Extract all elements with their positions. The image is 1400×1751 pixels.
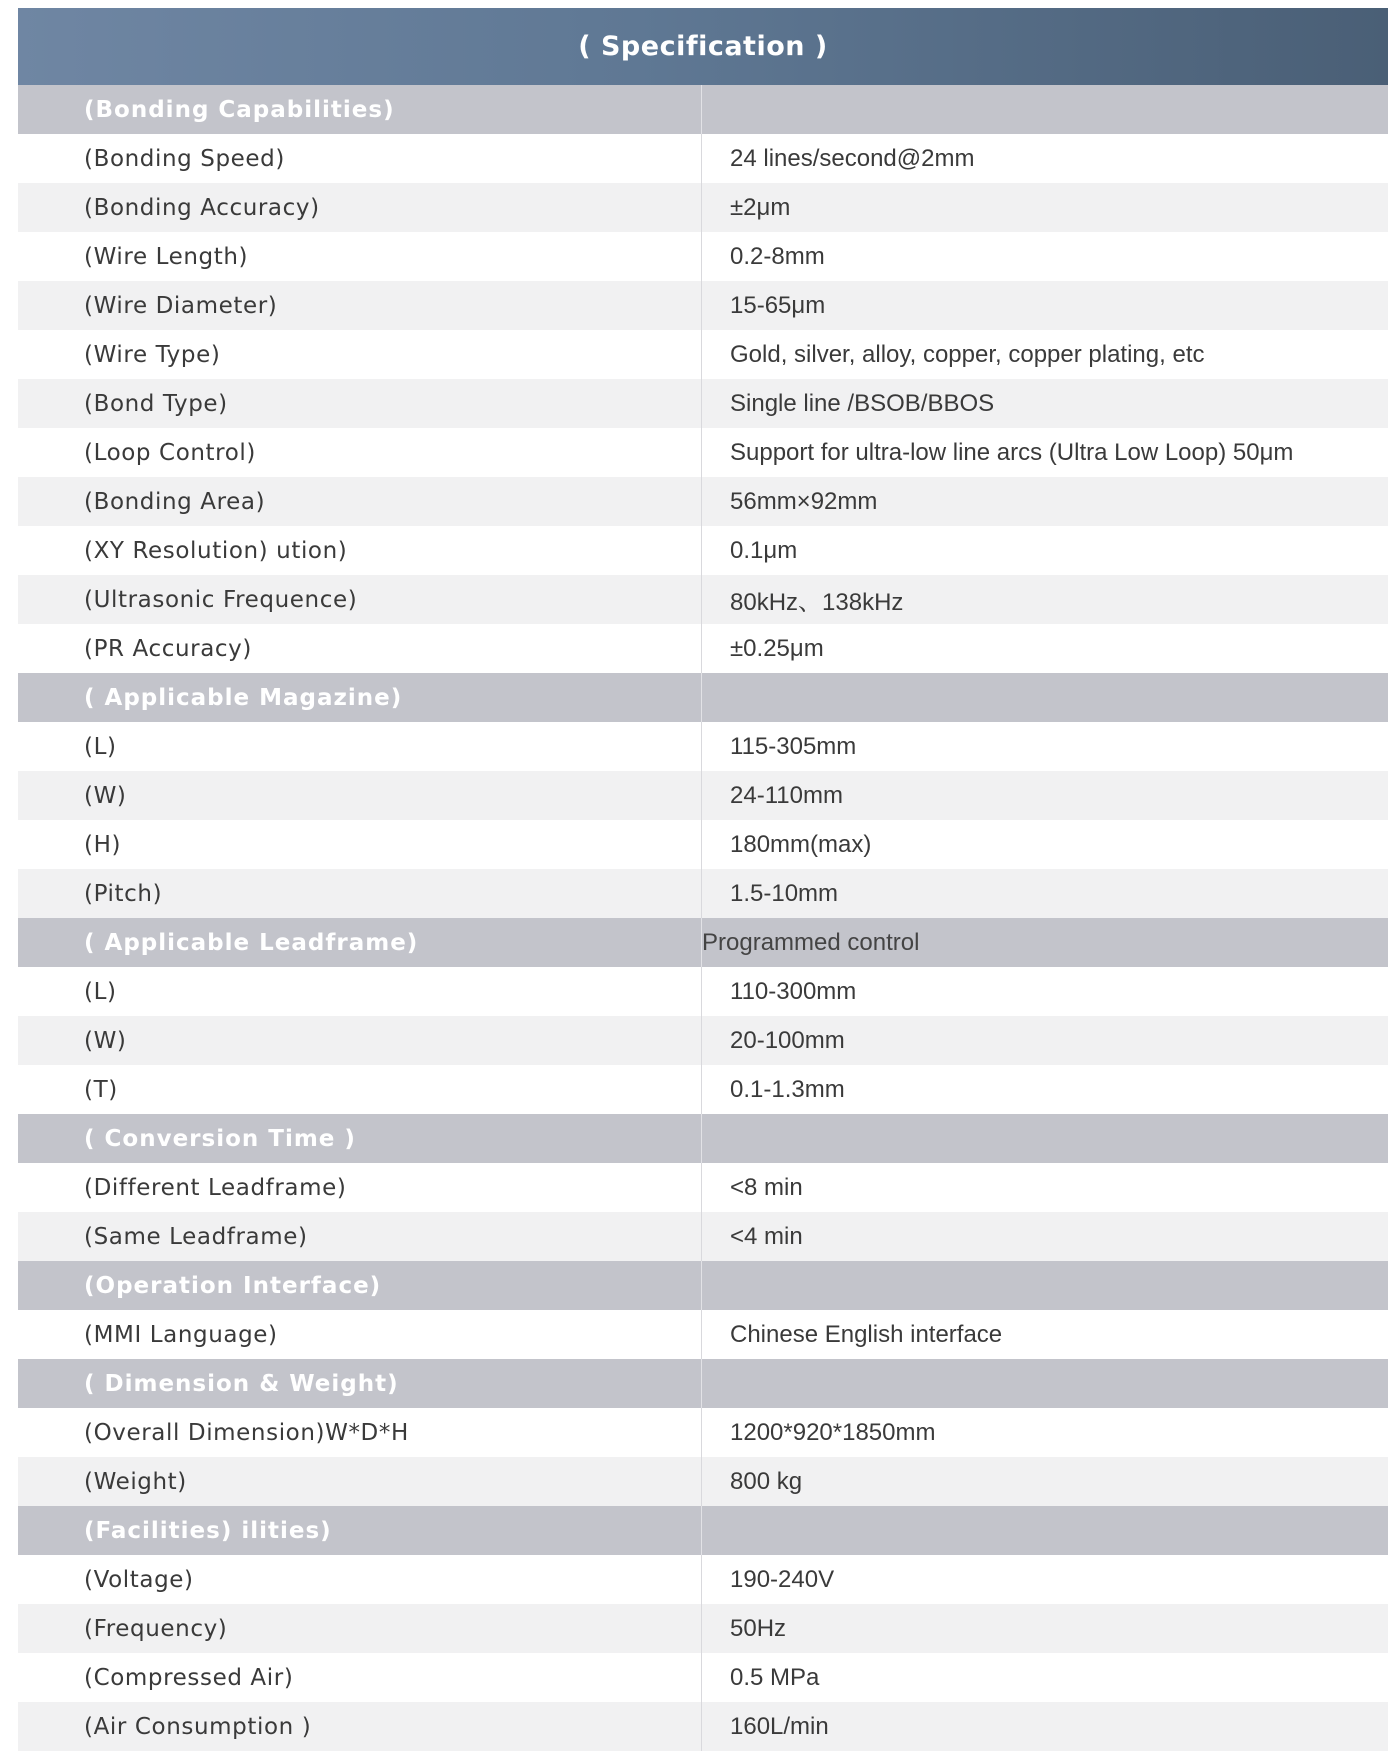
spec-row <box>18 1653 1388 1702</box>
section-header-row <box>18 85 1388 134</box>
spec-row <box>18 1016 1388 1065</box>
spec-value: Chinese English interface <box>730 1320 1003 1348</box>
spec-label: (W) <box>18 1016 702 1065</box>
spec-label: (T) <box>18 1065 702 1114</box>
spec-value: Support for ultra-low line arcs (Ultra Low Loop) 50μm <box>730 438 1294 466</box>
spec-row <box>18 1457 1388 1506</box>
spec-row <box>18 967 1388 1016</box>
spec-value: 0.1μm <box>730 536 798 564</box>
spec-value: 24 lines/second@2mm <box>730 144 975 172</box>
spec-label: (Different Leadframe) <box>18 1163 702 1212</box>
specification-title: ( Specification ) <box>18 8 1388 85</box>
spec-value: 24-110mm <box>730 781 843 809</box>
spec-row <box>18 1065 1388 1114</box>
spec-value: <8 min <box>730 1173 803 1201</box>
spec-row <box>18 330 1388 379</box>
spec-label: (Ultrasonic Frequence) <box>18 575 702 624</box>
spec-label: (L) <box>18 722 702 771</box>
spec-label: (Loop Control) <box>18 428 702 477</box>
spec-label: (Pitch) <box>18 869 702 918</box>
spec-row <box>18 428 1388 477</box>
spec-label: (H) <box>18 820 702 869</box>
spec-label: (Bonding Accuracy) <box>18 183 702 232</box>
section-header-row <box>18 1114 1388 1163</box>
spec-value: <4 min <box>730 1222 803 1250</box>
spec-value: 190-240V <box>730 1565 835 1593</box>
spec-row <box>18 379 1388 428</box>
section-header-value <box>702 1261 1388 1310</box>
section-header-value <box>702 85 1388 134</box>
section-header-value <box>702 1506 1388 1555</box>
spec-value: 160L/min <box>730 1712 829 1740</box>
spec-value: 110-300mm <box>730 977 857 1005</box>
section-header-value <box>702 1359 1388 1408</box>
spec-label: (L) <box>18 967 702 1016</box>
spec-value: 15-65μm <box>730 291 826 319</box>
spec-label: (Bonding Area) <box>18 477 702 526</box>
section-header-row <box>18 1506 1388 1555</box>
spec-label: (Wire Diameter) <box>18 281 702 330</box>
spec-label: (Air Consumption ) <box>18 1702 702 1751</box>
spec-value: 20-100mm <box>730 1026 845 1054</box>
spec-label: (Overall Dimension)W*D*H <box>18 1408 702 1457</box>
spec-value: ±2μm <box>730 193 791 221</box>
specification-rows <box>18 85 1388 1751</box>
section-header-label: (Bonding Capabilities) <box>18 85 702 134</box>
spec-row <box>18 1163 1388 1212</box>
spec-row <box>18 1310 1388 1359</box>
spec-label: (Wire Length) <box>18 232 702 281</box>
spec-label: (Weight) <box>18 1457 702 1506</box>
spec-label: (XY Resolution) ution) <box>18 526 702 575</box>
section-header-row <box>18 673 1388 722</box>
spec-row <box>18 1212 1388 1261</box>
spec-row <box>18 575 1388 624</box>
section-header-label: (Operation Interface) <box>18 1261 702 1310</box>
spec-row <box>18 134 1388 183</box>
spec-row <box>18 820 1388 869</box>
spec-row <box>18 624 1388 673</box>
section-header-value <box>702 1114 1388 1163</box>
section-header-label: (Facilities) ilities) <box>18 1506 702 1555</box>
section-header-row <box>18 1261 1388 1310</box>
section-header-label: ( Dimension & Weight) <box>18 1359 702 1408</box>
section-header-label: ( Conversion Time ) <box>18 1114 702 1163</box>
spec-value: 50Hz <box>730 1614 787 1642</box>
spec-row <box>18 869 1388 918</box>
specification-table <box>18 8 1388 1751</box>
section-header-row <box>18 1359 1388 1408</box>
spec-row <box>18 1604 1388 1653</box>
spec-label: (Wire Type) <box>18 330 702 379</box>
spec-row <box>18 1408 1388 1457</box>
spec-value: ±0.25μm <box>730 634 824 662</box>
section-header-label: ( Applicable Leadframe) <box>18 918 702 967</box>
spec-row <box>18 281 1388 330</box>
spec-value: 800 kg <box>730 1467 803 1495</box>
spec-value: 0.1-1.3mm <box>730 1075 845 1103</box>
spec-row <box>18 232 1388 281</box>
spec-row <box>18 1702 1388 1751</box>
spec-label: (Same Leadframe) <box>18 1212 702 1261</box>
section-header-value: Programmed control <box>702 928 920 956</box>
spec-value: 115-305mm <box>730 732 857 760</box>
spec-value: 80kHz、138kHz <box>730 589 904 616</box>
spec-label: (W) <box>18 771 702 820</box>
spec-label: (Bond Type) <box>18 379 702 428</box>
spec-label: (Compressed Air) <box>18 1653 702 1702</box>
spec-value: 0.5 MPa <box>730 1663 820 1691</box>
section-header-row <box>18 918 1388 967</box>
spec-row <box>18 183 1388 232</box>
spec-row <box>18 526 1388 575</box>
spec-label: (Voltage) <box>18 1555 702 1604</box>
spec-row <box>18 477 1388 526</box>
spec-label: (Bonding Speed) <box>18 134 702 183</box>
section-header-value <box>702 673 1388 722</box>
spec-value: Single line /BSOB/BBOS <box>730 389 995 417</box>
spec-value: 1200*920*1850mm <box>730 1418 936 1446</box>
spec-label: (PR Accuracy) <box>18 624 702 673</box>
spec-row <box>18 1555 1388 1604</box>
spec-label: (Frequency) <box>18 1604 702 1653</box>
spec-row <box>18 771 1388 820</box>
spec-value: 0.2-8mm <box>730 242 825 270</box>
spec-value: 56mm×92mm <box>730 487 878 515</box>
section-header-label: ( Applicable Magazine) <box>18 673 702 722</box>
spec-row <box>18 722 1388 771</box>
spec-label: (MMI Language) <box>18 1310 702 1359</box>
spec-value: 1.5-10mm <box>730 879 839 907</box>
spec-value: 180mm(max) <box>730 830 872 858</box>
spec-value: Gold, silver, alloy, copper, copper plating, etc <box>730 340 1205 368</box>
